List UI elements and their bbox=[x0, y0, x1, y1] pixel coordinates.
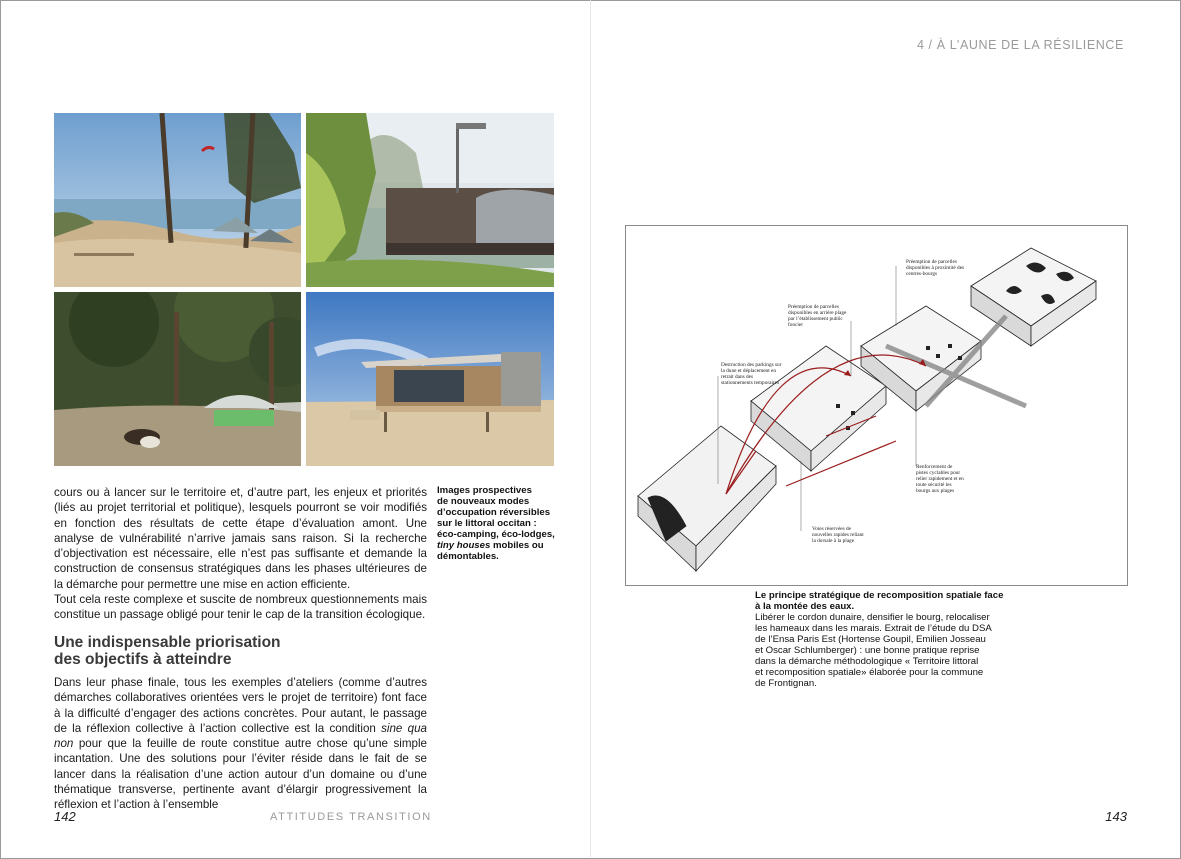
body-paragraph: cours ou à lancer sur le territoire et, d’autre part, les enjeux et priorités (liés au projet territorial et politique), lesquels pourront se voir modifiés en fonction des résultats de cette étape d’évaluation amont. Une analyse de vulnérabilité n’arrive jamais sans raison. Si la recherche d’objectivation est nécessaire, elle n’est pas suffisante et demande la construction de consensus stratégiques dans les phases ultérieures de la démarche pour permettre une mise en action efficiente. bbox=[54, 486, 427, 591]
photos-caption-line: d’occupation réversibles bbox=[437, 507, 551, 518]
photo-eco-lodges-floating bbox=[306, 113, 554, 287]
strategic-diagram-frame bbox=[625, 225, 1128, 586]
running-head: 4 / À L’AUNE DE LA RÉSILIENCE bbox=[916, 38, 1124, 52]
page-gutter bbox=[590, 0, 591, 857]
photos-caption-line: sur le littoral occitan : bbox=[437, 518, 537, 529]
photos-caption-line: Images prospectives bbox=[437, 485, 532, 496]
figure-caption-line: Libérer le cordon dunaire, densifier le bourg, relocaliser bbox=[755, 612, 990, 623]
section-heading bbox=[54, 634, 427, 668]
photo-eco-camping-dune bbox=[54, 113, 301, 287]
page-number-right: 143 bbox=[1105, 809, 1127, 824]
section-heading-line: des objectifs à atteindre bbox=[54, 651, 232, 668]
body-text-top bbox=[54, 485, 427, 623]
figure-caption-line: de Frontignan. bbox=[755, 678, 817, 689]
photos-caption-line: démontables. bbox=[437, 551, 499, 562]
figure-caption bbox=[755, 590, 1045, 689]
axonometric-diagram bbox=[626, 226, 1127, 585]
body-paragraph: Dans leur phase finale, tous les exemples d’ateliers (comme d’autres démarches collaboratives orientées vers le projet de territoire) font face à la difficulté d’engager des actions concrètes. Pour autant, le passage de la réflexion collective à l’action collective est la condition sine qua non pour que la feuille de route constitue autre chose qu’une simple incantation. Une des solutions pour l’éviter réside dans le fait de se lancer dans la réalisation d’une action autour d’un domaine ou d’une thématique transverse, pertinente avant d’élargir progressivement la réflexion et l’action à l’ensemble bbox=[54, 676, 427, 812]
diagram-label-pistes: Renforcement de pistes cyclables pour relier rapidement et en toute sécurité les bourgs aux plages bbox=[916, 464, 964, 495]
diagram-label-voies: Voies réservées de nouvelles rapides reliant la dorsale à la plage bbox=[812, 526, 864, 545]
diagram-label-parkings: Destruction des parkings sur la dune et déplacement en retrait dans des stationnements temporaires bbox=[721, 362, 782, 387]
photo-eco-camping-forest bbox=[54, 292, 301, 466]
figure-caption-title: Le principe stratégique de recomposition spatiale face bbox=[755, 590, 1004, 601]
book-title-footer: ATTITUDES TRANSITION bbox=[270, 811, 432, 823]
photos-caption bbox=[437, 485, 587, 562]
page-number-left: 142 bbox=[54, 809, 76, 824]
photos-caption-line: de nouveaux modes bbox=[437, 496, 530, 507]
figure-caption-line: les hameaux dans les marais. Extrait de l’étude du DSA bbox=[755, 623, 992, 634]
figure-caption-line: dans la démarche méthodologique « Territoire littoral bbox=[755, 656, 979, 667]
photos-caption-line: mobiles ou bbox=[490, 540, 544, 551]
figure-caption-title: à la montée des eaux. bbox=[755, 601, 855, 612]
figure-caption-line: de l’Ensa Paris Est (Hortense Goupil, Emilien Josseau bbox=[755, 634, 986, 645]
figure-caption-line: et recomposition spatiale» élaborée pour la commune bbox=[755, 667, 984, 678]
section-heading-line: Une indispensable priorisation bbox=[54, 634, 281, 651]
figure-caption-line: et Oscar Schlumberger) : une bonne pratique reprise bbox=[755, 645, 980, 656]
body-paragraph: Tout cela reste complexe et suscite de nombreux questionnements mais constitue un passage obligé pour tenir le cap de la transition écologique. bbox=[54, 593, 427, 622]
body-text-bottom bbox=[54, 675, 427, 813]
diagram-label-preemption-bourgs: Préemption de parcelles disponibles à proximité des centres-bourgs bbox=[906, 259, 965, 278]
italic-latin-phrase: sine qua non bbox=[54, 721, 427, 751]
photo-tiny-house-beach bbox=[306, 292, 554, 466]
photos-caption-italic: tiny houses bbox=[437, 540, 491, 551]
diagram-label-preemption-plage: Préemption de parcelles disponibles en arrière plage par l’établissement public foncier bbox=[788, 304, 847, 329]
photos-caption-line: éco-camping, éco-lodges, bbox=[437, 529, 555, 540]
